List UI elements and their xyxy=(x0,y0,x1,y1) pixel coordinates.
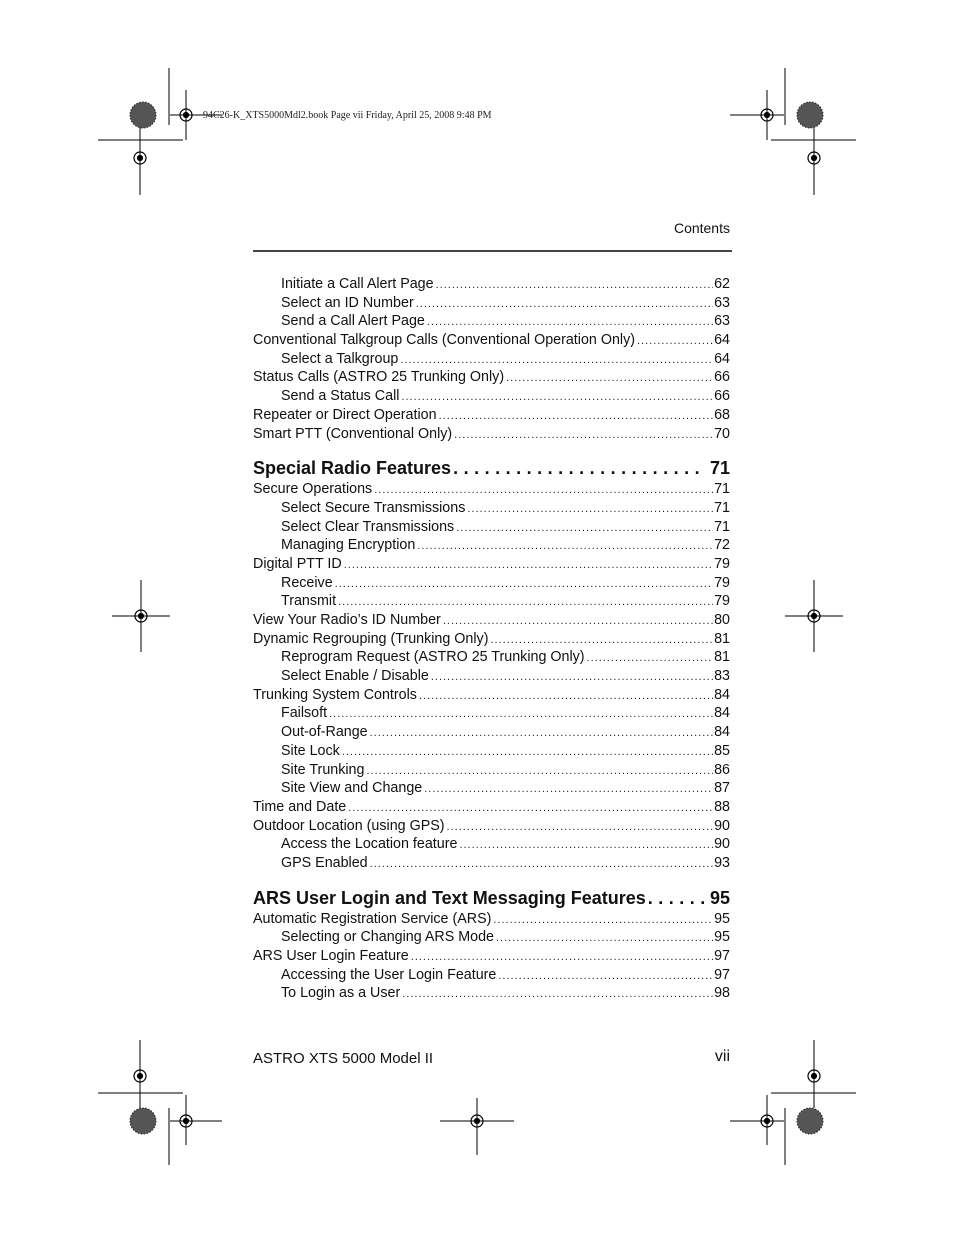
dot-leader xyxy=(366,762,713,781)
toc-entry-title: Dynamic Regrouping (Trunking Only) xyxy=(253,630,489,647)
toc-entry-page: 84 xyxy=(714,705,730,722)
dot-leader xyxy=(417,537,713,556)
running-head: Contents xyxy=(673,220,730,236)
toc-entry-page: 63 xyxy=(714,294,730,311)
toc-entry[interactable] xyxy=(253,294,730,313)
toc-entry-title: Digital PTT ID xyxy=(253,555,342,572)
toc-entry[interactable] xyxy=(253,742,730,761)
dot-leader xyxy=(431,668,713,687)
toc-entry-page: 95 xyxy=(714,910,730,927)
toc-entry-title: Secure Operations xyxy=(253,481,373,498)
toc-entry-title: Transmit xyxy=(281,593,337,610)
toc-entry[interactable] xyxy=(253,574,730,593)
toc-entry-title: Site Lock xyxy=(281,742,340,759)
toc-entry[interactable] xyxy=(253,350,730,369)
toc-entry-page: 97 xyxy=(714,966,730,983)
toc-entry-title: Send a Status Call xyxy=(281,388,400,405)
toc-entry[interactable] xyxy=(253,425,730,444)
dot-leader xyxy=(447,818,714,837)
toc-entry-title: Select a Talkgroup xyxy=(281,350,399,367)
toc-entry[interactable] xyxy=(253,910,730,929)
toc-entry-page: 64 xyxy=(714,332,730,349)
toc-entry[interactable] xyxy=(253,835,730,854)
dot-leader xyxy=(338,593,713,612)
dot-leader xyxy=(402,985,713,1004)
dot-leader xyxy=(400,351,713,370)
dot-leader xyxy=(498,967,713,986)
toc-entry-title: Receive xyxy=(281,574,333,591)
toc-entry[interactable] xyxy=(253,704,730,723)
toc-entry-title: Failsoft xyxy=(281,705,328,722)
toc-group-ars xyxy=(253,910,730,1003)
toc-entry-page: 93 xyxy=(714,854,730,871)
toc-entry[interactable] xyxy=(253,798,730,817)
toc-entry-page: 71 xyxy=(714,499,730,516)
dot-leader xyxy=(416,295,713,314)
toc-entry[interactable] xyxy=(253,368,730,387)
toc-entry-page: 85 xyxy=(714,742,730,759)
dot-leader xyxy=(419,687,713,706)
dot-leader xyxy=(459,836,713,855)
section-heading-special[interactable] xyxy=(253,456,730,480)
toc-entry-title: Out-of-Range xyxy=(281,724,368,741)
toc-entry[interactable] xyxy=(253,592,730,611)
toc-entry-title: Selecting or Changing ARS Mode xyxy=(281,929,494,946)
toc-entry[interactable] xyxy=(253,480,730,499)
toc-entry-page: 88 xyxy=(714,798,730,815)
dot-leader xyxy=(374,481,713,500)
dot-leader xyxy=(411,948,713,967)
header-rule xyxy=(253,250,732,252)
toc-entry-page: 90 xyxy=(714,817,730,834)
toc-entry-title: Select Enable / Disable xyxy=(281,668,429,685)
toc-entry[interactable] xyxy=(253,611,730,630)
toc-entry[interactable] xyxy=(253,555,730,574)
toc-entry[interactable] xyxy=(253,928,730,947)
dot-leader xyxy=(648,886,706,910)
toc-entry[interactable] xyxy=(253,499,730,518)
toc-entry-page: 86 xyxy=(714,761,730,778)
toc-entry-title: Select Clear Transmissions xyxy=(281,518,455,535)
toc-entry-title: Automatic Registration Service (ARS) xyxy=(253,910,492,927)
toc-entry-title: Smart PTT (Conventional Only) xyxy=(253,425,453,442)
toc-entry-title: Conventional Talkgroup Calls (Conventional Operation Only) xyxy=(253,332,635,349)
toc-entry-title: Outdoor Location (using GPS) xyxy=(253,817,445,834)
dot-leader xyxy=(493,911,713,930)
toc-entry-page: 84 xyxy=(714,724,730,741)
toc-entry-title: Time and Date xyxy=(253,798,347,815)
dot-leader xyxy=(637,332,713,351)
toc-entry-title: Trunking System Controls xyxy=(253,686,417,703)
section-page: 95 xyxy=(709,887,730,908)
table-of-contents xyxy=(253,275,730,1003)
section-heading-ars[interactable] xyxy=(253,886,730,910)
toc-entry-page: 68 xyxy=(714,406,730,423)
toc-entry[interactable] xyxy=(253,761,730,780)
toc-entry[interactable] xyxy=(253,406,730,425)
toc-entry-page: 87 xyxy=(714,780,730,797)
dot-leader xyxy=(342,743,713,762)
toc-entry-page: 80 xyxy=(714,612,730,628)
toc-entry-page: 81 xyxy=(714,630,730,647)
toc-entry-page: 72 xyxy=(714,537,730,554)
toc-entry-page: 79 xyxy=(714,593,730,610)
dot-leader xyxy=(436,276,714,295)
toc-entry[interactable] xyxy=(253,723,730,742)
print-header: 94C26-K_XTS5000Mdl2.book Page vii Friday, April 25, 2008 9:48 PM xyxy=(203,110,492,121)
toc-entry-page: 70 xyxy=(714,425,730,442)
dot-leader xyxy=(443,612,713,631)
toc-entry-page: 62 xyxy=(714,276,730,292)
dot-leader xyxy=(335,575,713,594)
toc-entry[interactable] xyxy=(253,817,730,836)
toc-entry-title: Reprogram Request (ASTRO 25 Trunking Only) xyxy=(281,649,585,666)
section-title: Special Radio Features xyxy=(253,458,452,479)
dot-leader xyxy=(401,388,713,407)
toc-entry-title: Select Secure Transmissions xyxy=(281,499,466,516)
toc-entry-title: Managing Encryption xyxy=(281,537,416,554)
toc-entry-title: ARS User Login Feature xyxy=(253,948,409,964)
toc-entry-title: Access the Location feature xyxy=(281,836,458,853)
dot-leader xyxy=(427,313,713,332)
toc-entry-page: 63 xyxy=(714,313,730,330)
footer-title: ASTRO XTS 5000 Model II xyxy=(253,1050,434,1067)
toc-entry-title: Initiate a Call Alert Page xyxy=(281,276,434,292)
toc-entry-page: 84 xyxy=(714,686,730,703)
toc-entry-title: Accessing the User Login Feature xyxy=(281,966,497,983)
toc-entry-title: Send a Call Alert Page xyxy=(281,313,425,330)
toc-entry-title: GPS Enabled xyxy=(281,854,368,871)
dot-leader xyxy=(496,929,713,948)
toc-entry[interactable] xyxy=(253,779,730,798)
toc-entry[interactable] xyxy=(253,387,730,406)
footer-page-number: vii xyxy=(714,1048,730,1065)
dot-leader xyxy=(456,519,713,538)
dot-leader xyxy=(344,556,713,575)
toc-entry[interactable] xyxy=(253,648,730,667)
toc-entry[interactable] xyxy=(253,312,730,331)
toc-entry-page: 95 xyxy=(714,929,730,946)
toc-group-special xyxy=(253,480,730,872)
toc-entry-title: Site Trunking xyxy=(281,761,365,778)
toc-entry-page: 98 xyxy=(714,985,730,1002)
toc-entry-title: Status Calls (ASTRO 25 Trunking Only) xyxy=(253,369,505,386)
toc-entry-page: 71 xyxy=(714,481,730,498)
toc-entry-page: 66 xyxy=(714,388,730,405)
toc-entry-page: 83 xyxy=(714,668,730,685)
toc-entry[interactable] xyxy=(253,947,730,966)
toc-entry[interactable] xyxy=(253,275,730,294)
toc-entry[interactable] xyxy=(253,667,730,686)
toc-entry[interactable] xyxy=(253,686,730,705)
toc-entry[interactable] xyxy=(253,630,730,649)
dot-leader xyxy=(348,799,713,818)
dot-leader xyxy=(329,705,713,724)
toc-entry-title: Select an ID Number xyxy=(281,294,414,311)
section-page: 71 xyxy=(709,458,730,479)
toc-entry[interactable] xyxy=(253,518,730,537)
toc-entry-page: 71 xyxy=(714,518,730,535)
dot-leader xyxy=(370,724,713,743)
toc-entry[interactable] xyxy=(253,984,730,1003)
toc-entry-title: Repeater or Direct Operation xyxy=(253,406,437,423)
dot-leader xyxy=(490,631,713,650)
toc-entry-title: To Login as a User xyxy=(281,985,401,1002)
dot-leader xyxy=(453,456,706,480)
toc-entry-page: 79 xyxy=(714,555,730,572)
toc-entry[interactable] xyxy=(253,536,730,555)
toc-entry-page: 64 xyxy=(714,350,730,367)
toc-entry-page: 97 xyxy=(714,948,730,964)
toc-group-top xyxy=(253,275,730,443)
toc-entry[interactable] xyxy=(253,331,730,350)
dot-leader xyxy=(467,500,713,519)
toc-entry[interactable] xyxy=(253,854,730,873)
toc-entry-title: View Your Radio’s ID Number xyxy=(253,612,441,628)
dot-leader xyxy=(506,369,713,388)
toc-entry-page: 90 xyxy=(714,836,730,853)
toc-entry[interactable] xyxy=(253,966,730,985)
toc-entry-title: Site View and Change xyxy=(281,780,423,797)
toc-entry-page: 79 xyxy=(714,574,730,591)
toc-entry-page: 81 xyxy=(714,649,730,666)
dot-leader xyxy=(424,780,713,799)
dot-leader xyxy=(439,407,714,426)
dot-leader xyxy=(454,426,713,445)
toc-entry-page: 66 xyxy=(714,369,730,386)
dot-leader xyxy=(370,855,713,874)
section-title: ARS User Login and Text Messaging Features xyxy=(253,887,646,908)
dot-leader xyxy=(587,649,714,668)
